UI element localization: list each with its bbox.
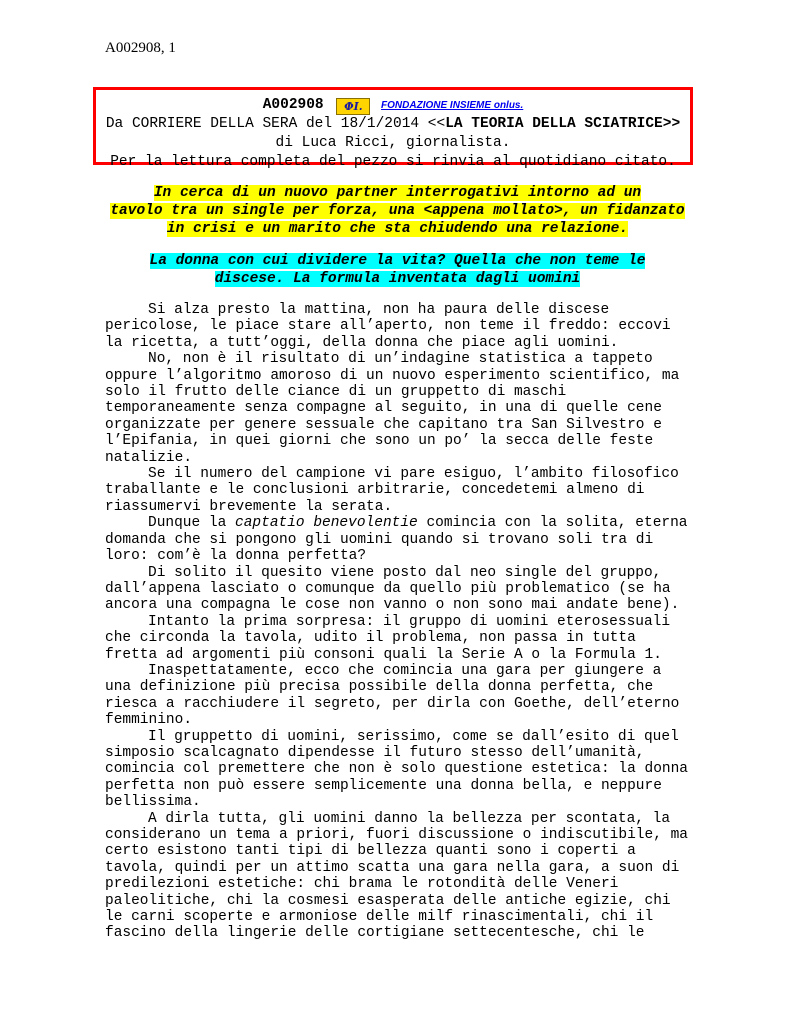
document-code: A002908 [262,97,324,113]
subtitle-1-line-3: in crisi e un marito che sta chiudendo una relazione. [166,221,629,237]
header-box [93,87,693,170]
paragraph-text: Dunque la [148,515,236,532]
page-reference: A002908, 1 [105,40,176,56]
paragraph: Intanto la prima sorpresa: il gruppo di uomini eterosessuali che circonda la tavola, udito il problema, non passa in tutta fretta ad argomenti più consoni quali la Serie A o la Formula 1. [105,613,671,663]
foundation-logo-icon: ΦI. [336,98,370,115]
paragraph: No, non è il risultato di un’indagine statistica a tappeto oppure l’algoritmo amoroso di un nuovo esperimento scientifico, ma solo il frutto delle ciance di un gruppetto di maschi temporaneamente senza compagne al seguito, in una di quelle cene organizzate per genere sessuale che capitano tra San Silvestro e l’Epifania, in quei giorni che sono un po’ la secca delle feste natalizie. [105,351,680,466]
paragraph: Di solito il quesito viene posto dal neo single del gruppo, dall’appena lasciato o comunque da quello più problematico (se ha ancora una compagna le cose non vanno o non sono mai andate bene). [105,564,680,614]
paragraph [105,515,695,564]
paragraph: Si alza presto la mattina, non ha paura delle discese pericolose, le piace stare all’aperto, non teme il freddo: eccovi la ricetta, a tutt’oggi, della donna che piace agli uomini. [105,302,671,351]
paragraph: Se il numero del campione vi pare esiguo, l’ambito filosofico traballante e le conclusioni arbitrarie, concedetemi almeno di riassumervi brevemente la serata. [105,466,679,515]
foundation-link[interactable]: FONDAZIONE INSIEME onlus. [381,100,524,111]
subtitle-1-line-1: In cerca di un nuovo partner interrogativi intorno ad un [153,185,642,201]
paragraph: Il gruppetto di uomini, serissimo, come se dall’esito di quel simposio scalcagnato dipendesse il futuro stesso dell’umanità, comincia col premettere che non è solo questione estetica: la donna perfetta non può essere semplicemente una donna bella, e neppure bellissima. [105,728,688,811]
subtitle-1-line-2: tavolo tra un single per forza, una <appena mollato>, un fidanzato [110,203,685,219]
header-line-code [96,96,690,115]
author-line: di Luca Ricci, giornalista. [275,135,511,151]
article-body [105,302,695,942]
article-title: LA TEORIA DELLA SCIATRICE>> [445,116,681,132]
latin-phrase: captatio benevolentie [235,515,418,532]
subtitle-2-line-2: discese. La formula inventata dagli uomini [214,271,581,287]
note-line: Per la lettura completa del pezzo si rinvia al quotidiano citato. [110,154,676,170]
paragraph-text: comincia con la solita, eterna domanda che si pongono gli uomini quando si trovano soli tra di loro: com’è la donna perfetta? [105,515,688,565]
subtitle-2-line-1: La donna con cui dividere la vita? Quella che non teme le [149,253,646,269]
subtitle-yellow [105,184,690,238]
subtitle-cyan [105,252,690,288]
header-line-source [96,115,690,134]
paragraph: A dirla tutta, gli uomini danno la bellezza per scontata, la considerano un tema a priori, fuori discussione o indiscutibile, ma certo esistono tanti tipi di bellezza quanti sono i coperti a tavola, quindi per un attimo scatta una gara nella gara, a suon di predilezioni estetiche: chi brama le rotondità delle Veneri paleolitiche, chi la cosmesi esasperata delle antiche egizie, chi le carni scoperte e armoniose delle milf rinascimentali, chi il fascino della lingerie delle cortigiane settecentesche, chi le [105,810,688,942]
paragraph: Inaspettatamente, ecco che comincia una gara per giungere a una definizione più precisa possibile della donna perfetta, che riesca a racchiudere il segreto, per dirla con Goethe, dell’eterno femminino. [105,662,680,729]
source-prefix: Da CORRIERE DELLA SERA del 18/1/2014 << [105,116,446,132]
